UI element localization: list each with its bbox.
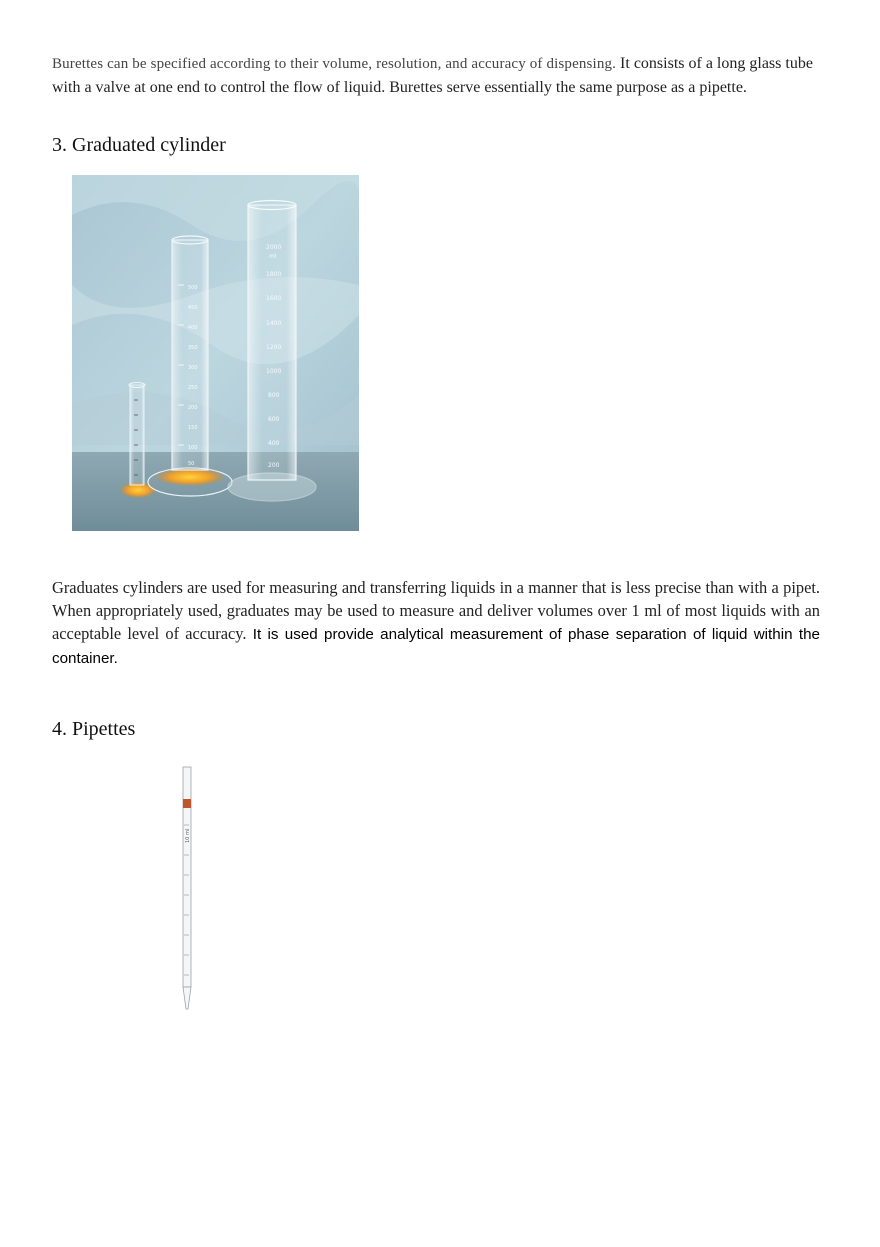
burettes-paragraph: [52, 52, 822, 99]
graduated-cylinder-paragraph: [52, 576, 820, 670]
medium-mark-250: 250: [188, 385, 198, 391]
large-mark-600: 600: [268, 416, 280, 423]
large-mark-1800: 1800: [266, 271, 282, 278]
pipette-label: 10 ml: [185, 828, 191, 843]
large-mark-1600: 1600: [266, 295, 282, 302]
graduated-cylinder-heading: 3. Graduated cylinder: [52, 134, 226, 156]
graduated-cylinder-text: Graduates cylinders are used for measuring and transferring liquids in a manner that is less precise than with a pipet. When appropriately used, graduates may be used to measure and deliver volumes over 1 ml of most liquids with an acceptable level of accuracy.: [52, 578, 820, 643]
graduated-cylinders-photo: [72, 175, 359, 531]
large-mark-ml: ml: [269, 253, 277, 260]
medium-mark-300: 300: [188, 365, 198, 371]
pipettes-heading: 4. Pipettes: [52, 718, 136, 740]
large-mark-1400: 1400: [266, 320, 282, 327]
pipette-photo: [176, 765, 198, 1011]
large-mark-1000: 1000: [266, 368, 282, 375]
graduated-cylinder-tail-text: It is used provide analytical measurement of phase separation of liquid within the container.: [52, 626, 820, 667]
medium-mark-500: 500: [188, 285, 198, 291]
burettes-rest-text: It consists of a long glass tube with a valve at one end to control the flow of liquid. Burettes serve essentially the same purpose as a pipette.: [52, 55, 813, 96]
burettes-lead-text: Burettes can be specified according to their volume, resolution, and accuracy of dispensing.: [52, 56, 617, 72]
medium-mark-400: 400: [188, 325, 198, 331]
medium-mark-150: 150: [188, 425, 198, 431]
medium-mark-200: 200: [188, 405, 198, 411]
medium-mark-50: 50: [188, 461, 195, 467]
medium-mark-100: 100: [188, 445, 198, 451]
large-mark-400: 400: [268, 440, 280, 447]
medium-mark-450: 450: [188, 305, 198, 311]
medium-mark-350: 350: [188, 345, 198, 351]
large-mark-800: 800: [268, 392, 280, 399]
large-mark-2000: 2000: [266, 244, 282, 251]
large-mark-1200: 1200: [266, 344, 282, 351]
large-mark-200: 200: [268, 462, 280, 469]
